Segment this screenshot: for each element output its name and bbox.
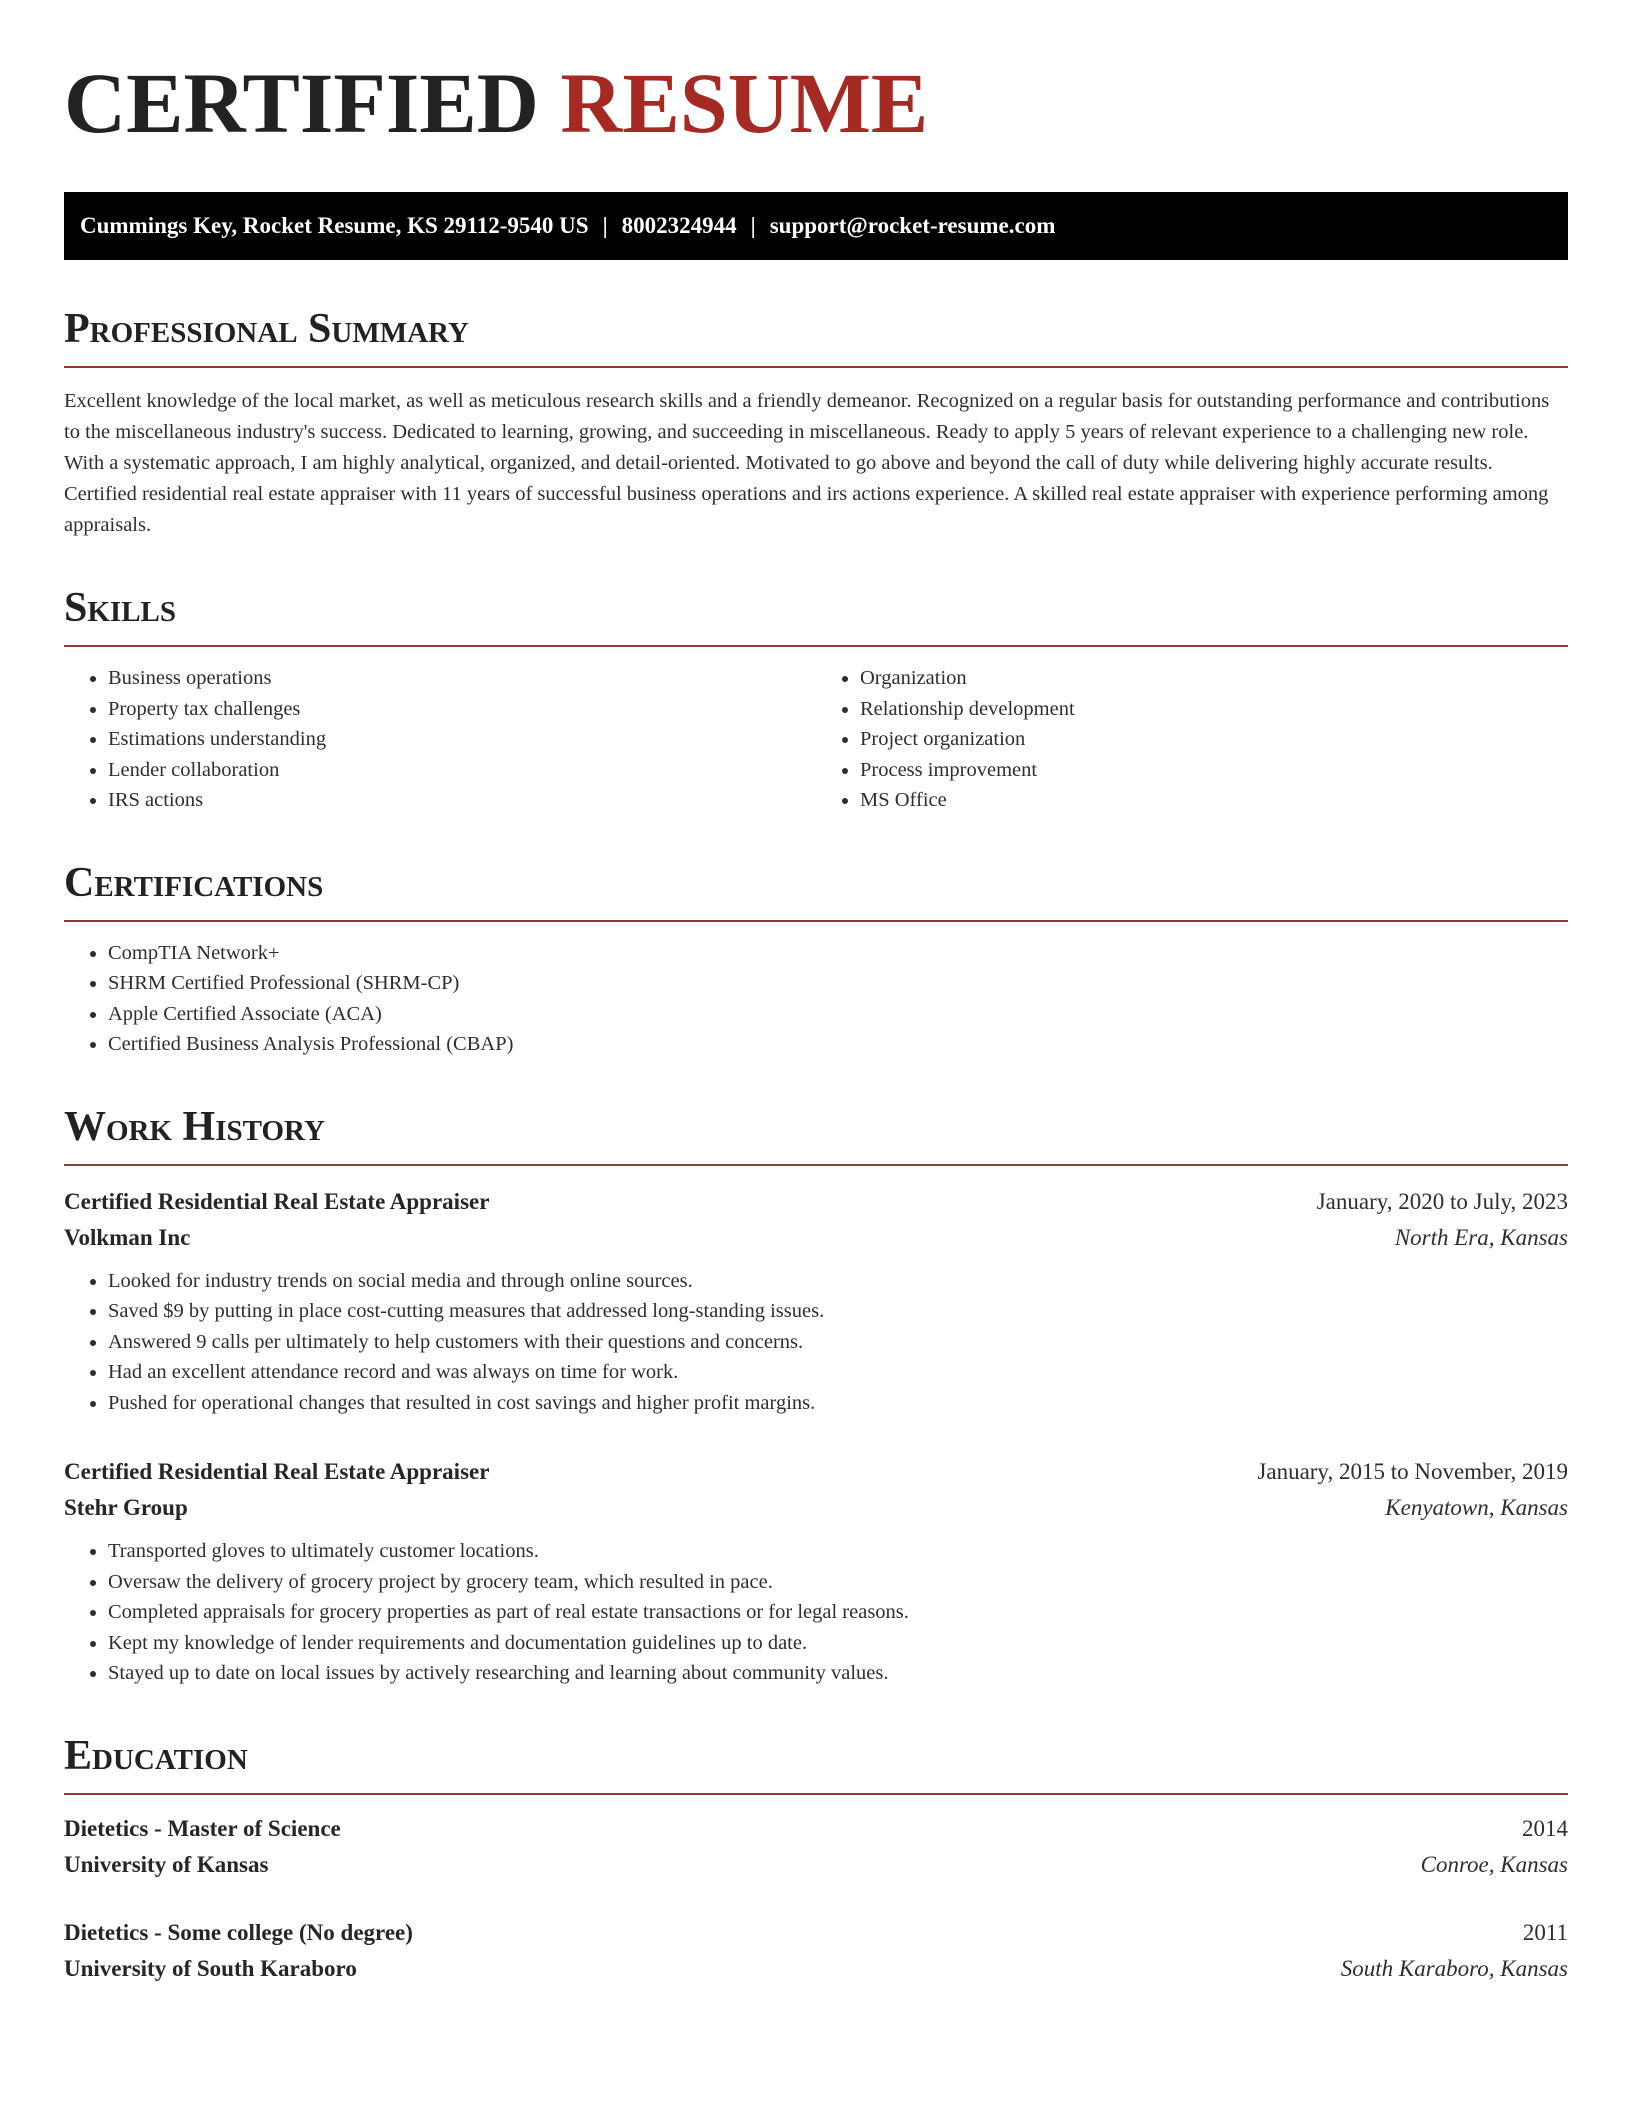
- contact-address: Cummings Key, Rocket Resume, KS 29112-9540 US: [80, 213, 589, 238]
- skill-item: • Lender collaboration: [108, 755, 816, 786]
- skill-item: • IRS actions: [108, 785, 816, 816]
- skill-item: • MS Office: [860, 785, 1568, 816]
- job-bullet: • Completed appraisals for grocery properties as part of real estate transactions or for legal reasons.: [108, 1597, 1568, 1628]
- contact-separator: |: [750, 213, 756, 238]
- skills-grid: [64, 663, 1568, 816]
- skill-item: • Business operations: [108, 663, 816, 694]
- job-bullet: • Oversaw the delivery of grocery project by grocery team, which resulted in pace.: [108, 1567, 1568, 1598]
- name-last: RESUME: [560, 55, 929, 151]
- job-bullet: • Answered 9 calls per ultimately to help customers with their questions and concerns.: [108, 1327, 1568, 1358]
- job-bullet: • Transported gloves to ultimately customer locations.: [108, 1536, 1568, 1567]
- section-title-certifications: Certifications: [64, 858, 1568, 922]
- contact-bar: [64, 192, 1568, 260]
- education-degree: Dietetics - Master of Science: [64, 1815, 341, 1841]
- job-bullet: • Kept my knowledge of lender requirements and documentation guidelines up to date.: [108, 1628, 1568, 1659]
- job-bullet: • Pushed for operational changes that resulted in cost savings and higher profit margins.: [108, 1388, 1568, 1419]
- certification-item: • SHRM Certified Professional (SHRM-CP): [108, 968, 1568, 999]
- job-company-row: [64, 1490, 1568, 1526]
- job-bullet: • Saved $9 by putting in place cost-cutting measures that addressed long-standing issues.: [108, 1296, 1568, 1327]
- skill-item: • Organization: [860, 663, 1568, 694]
- education-school: University of Kansas: [64, 1851, 269, 1877]
- education-entry: [64, 1811, 1568, 1883]
- education-school-row: [64, 1951, 1568, 1987]
- job-entry: [64, 1454, 1568, 1689]
- section-title-education: Education: [64, 1731, 1568, 1795]
- skills-list-right: [816, 663, 1568, 816]
- skill-item: • Project organization: [860, 724, 1568, 755]
- skill-item: • Estimations understanding: [108, 724, 816, 755]
- section-title-summary: Professional Summary: [64, 304, 1568, 368]
- job-role: Certified Residential Real Estate Appraiser: [64, 1188, 490, 1214]
- summary-section: [64, 304, 1568, 541]
- job-header-row: [64, 1454, 1568, 1490]
- education-location: South Karaboro, Kansas: [1340, 1955, 1568, 1981]
- skill-item: • Relationship development: [860, 694, 1568, 725]
- education-section: [64, 1731, 1568, 1987]
- skills-list-left: [64, 663, 816, 816]
- education-degree-row: [64, 1915, 1568, 1951]
- section-title-skills: Skills: [64, 583, 1568, 647]
- education-school: University of South Karaboro: [64, 1955, 357, 1981]
- education-year: 2011: [1522, 1919, 1568, 1945]
- job-dates: January, 2020 to July, 2023: [1316, 1188, 1568, 1214]
- education-school-row: [64, 1847, 1568, 1883]
- education-year: 2014: [1522, 1815, 1568, 1841]
- job-bullets: [64, 1266, 1568, 1419]
- education-entry: [64, 1915, 1568, 1987]
- job-dates: January, 2015 to November, 2019: [1257, 1459, 1568, 1484]
- section-title-work-history: Work History: [64, 1102, 1568, 1166]
- certification-item: • Apple Certified Associate (ACA): [108, 999, 1568, 1030]
- certification-item: • CompTIA Network+: [108, 938, 1568, 969]
- education-degree: Dietetics - Some college (No degree): [64, 1919, 413, 1945]
- summary-text: Excellent knowledge of the local market, as well as meticulous research skills and a friendly demeanor. Recognized on a regular basis for outstanding performance and contributions to the miscellaneous industry's success. Dedicated to learning, growing, and succeeding in miscellaneous. Ready to apply 5 years of relevant experience to a challenging new role. With a systematic approach, I am highly analytical, organized, and detail-oriented. Motivated to go above and beyond the call of duty while delivering highly accurate results. Certified residential real estate appraiser with 11 years of successful business operations and irs actions experience. A skilled real estate appraiser with experience performing among appraisals.: [64, 390, 1550, 536]
- job-location: Kenyatown, Kansas: [1385, 1495, 1568, 1520]
- skill-item: • Property tax challenges: [108, 694, 816, 725]
- name-first: CERTIFIED: [64, 55, 539, 151]
- certifications-section: [64, 858, 1568, 1060]
- job-company: Volkman Inc: [64, 1224, 191, 1250]
- skills-section: [64, 583, 1568, 816]
- contact-email: support@rocket-resume.com: [769, 213, 1056, 238]
- certification-item: • Certified Business Analysis Professional (CBAP): [108, 1029, 1568, 1060]
- work-history-section: [64, 1102, 1568, 1689]
- job-bullet: • Looked for industry trends on social media and through online sources.: [108, 1266, 1568, 1297]
- resume-name: [64, 56, 1568, 150]
- skill-item: • Process improvement: [860, 755, 1568, 786]
- contact-phone: 8002324944: [621, 213, 737, 238]
- education-location: Conroe, Kansas: [1420, 1851, 1568, 1877]
- job-bullet: • Had an excellent attendance record and was always on time for work.: [108, 1357, 1568, 1388]
- job-bullets: [64, 1536, 1568, 1689]
- education-degree-row: [64, 1811, 1568, 1847]
- job-entry: [64, 1184, 1568, 1419]
- job-role: Certified Residential Real Estate Appraiser: [64, 1459, 490, 1484]
- job-bullet: • Stayed up to date on local issues by actively researching and learning about community values.: [108, 1658, 1568, 1689]
- job-location: North Era, Kansas: [1394, 1224, 1568, 1250]
- certifications-list: [64, 938, 1568, 1060]
- job-header-row: [64, 1184, 1568, 1220]
- contact-separator: |: [602, 213, 608, 238]
- job-company: Stehr Group: [64, 1495, 188, 1520]
- job-company-row: [64, 1220, 1568, 1256]
